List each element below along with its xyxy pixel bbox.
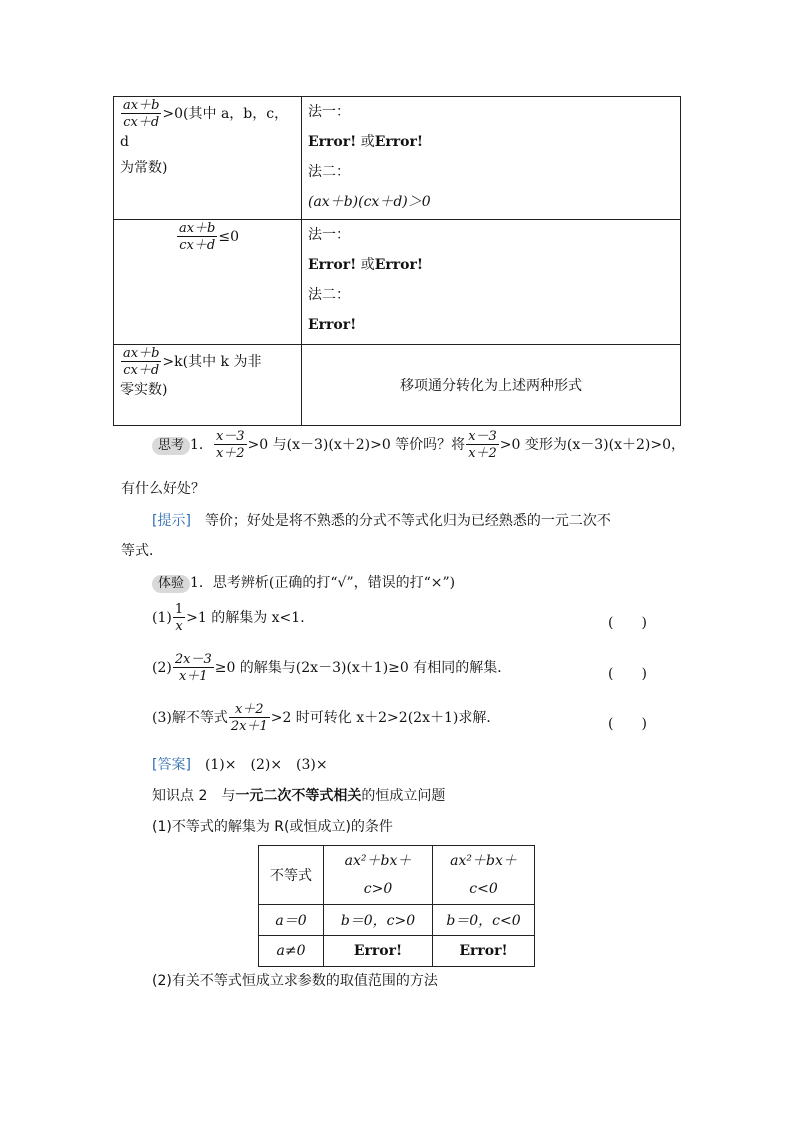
method-cell xyxy=(302,220,681,345)
fraction xyxy=(229,703,270,733)
method-text: 移项通分转化为上述两种形式 xyxy=(400,378,582,394)
exercise-item-1 xyxy=(152,603,314,633)
sub-heading-1: (1)不等式的解集为 R(或恒成立)的条件 xyxy=(152,819,393,835)
item-number: (1) xyxy=(152,610,172,626)
item-text: ≥0 的解集与(2x－3)(x＋1)≥0 有相同的解集． xyxy=(214,660,512,676)
kp-title-pre: 知识点 2 与 xyxy=(152,788,236,804)
fraction-denominator: x xyxy=(175,619,183,634)
header-text: ax²＋bx＋ xyxy=(450,853,517,869)
fraction xyxy=(466,430,499,460)
kp-title-bold: 一元二次不等式相关 xyxy=(235,788,362,804)
fraction xyxy=(177,222,217,252)
fraction xyxy=(214,430,247,460)
experience-title xyxy=(152,572,455,593)
fraction-denominator: 2x＋1 xyxy=(230,719,268,734)
exercise-item-3 xyxy=(152,703,500,733)
table-cell: a＝0 xyxy=(259,905,324,936)
answer-tag: [答案] xyxy=(152,757,191,773)
method-one-label: 法一： xyxy=(308,104,350,120)
fraction-numerator: x－3 xyxy=(215,429,245,444)
fraction-numerator: x＋2 xyxy=(229,703,270,718)
think-tag: 思考 xyxy=(152,437,190,455)
answer-blank[interactable]: ( ) xyxy=(608,615,647,631)
table-cell xyxy=(433,936,535,967)
item-text: >1 的解集为 x<1． xyxy=(186,610,315,626)
method-two-label: 法二： xyxy=(308,287,350,303)
answer-blank[interactable]: ( ) xyxy=(608,666,647,682)
inequality-condition: >k(其中 k 为非 xyxy=(162,354,262,370)
fraction-denominator: cx＋d xyxy=(123,363,160,378)
table-cell: b＝0，c<0 xyxy=(433,905,535,936)
method-one-content xyxy=(308,250,674,280)
header-text: c<0 xyxy=(469,881,498,897)
fraction xyxy=(121,347,161,377)
error-text: Error! xyxy=(374,134,424,150)
method-cell xyxy=(302,97,681,220)
method-cell xyxy=(302,345,681,426)
item-number: (2) xyxy=(152,660,172,676)
exercise-item-2 xyxy=(152,653,511,683)
fraction-denominator: x＋2 xyxy=(215,446,245,461)
inequality-condition: ≤0 xyxy=(218,229,240,245)
error-text: Error! xyxy=(308,134,357,150)
answer-text: (1)× (2)× (3)× xyxy=(204,757,328,773)
fraction-numerator: 2x－3 xyxy=(174,652,212,667)
fraction-denominator: x＋1 xyxy=(178,669,208,684)
question-text: >0 变形为(x－3)(x＋2)>0， xyxy=(499,437,685,453)
method-two-content xyxy=(308,310,674,340)
method-one-content xyxy=(308,127,674,157)
table-row xyxy=(259,905,535,936)
header-text: ax²＋bx＋ xyxy=(344,853,412,869)
question-number: 1． xyxy=(190,437,213,453)
answer-line xyxy=(152,754,328,774)
error-text: Error! xyxy=(308,317,357,333)
inequality-cell xyxy=(114,97,302,220)
inequality-cell xyxy=(114,220,302,345)
header-cell: 不等式 xyxy=(259,846,324,905)
hint-line xyxy=(152,510,611,530)
sub-heading-2: (2)有关不等式恒成立求参数的取值范围的方法 xyxy=(152,973,438,989)
kp-title-post: 的恒成立问题 xyxy=(361,788,446,804)
table-row xyxy=(259,846,535,905)
hint-text-cont: 等式． xyxy=(121,543,163,559)
error-text: Error! xyxy=(308,257,357,273)
table-cell: a≠0 xyxy=(259,936,324,967)
question-text-cont: 有什么好处？ xyxy=(121,481,205,497)
fraction-denominator: cx＋d xyxy=(123,115,160,130)
table-cell: b＝0，c>0 xyxy=(324,905,433,936)
answer-blank[interactable]: ( ) xyxy=(608,716,647,732)
table-row xyxy=(114,97,681,220)
fraction xyxy=(121,99,161,129)
method-two-content: (ax＋b)(cx＋d)＞0 xyxy=(308,194,431,210)
error-text: Error! xyxy=(459,943,508,959)
item-number: (3)解不等式 xyxy=(152,710,228,726)
fraction-numerator: ax＋b xyxy=(123,346,160,361)
fraction-denominator: x＋2 xyxy=(468,446,497,461)
item-text: >2 时可转化 x＋2>2(2x＋1)求解． xyxy=(270,710,501,726)
or-text: 或 xyxy=(356,257,375,273)
experience-title-text: 1．思考辨析(正确的打“√”，错误的打“×”) xyxy=(190,575,456,591)
inequality-condition-cont: 零实数) xyxy=(120,382,168,398)
experience-tag: 体验 xyxy=(152,575,190,593)
inequality-condition: >0(其中 a，b，c，d xyxy=(120,106,289,150)
table-row xyxy=(259,936,535,967)
hint-text: 等价；好处是将不熟悉的分式不等式化归为已经熟悉的一元二次不 xyxy=(204,513,611,529)
method-two-label: 法二： xyxy=(308,164,350,180)
error-text: Error! xyxy=(353,943,403,959)
hint-tag: [提示] xyxy=(152,513,191,529)
header-text: c>0 xyxy=(363,881,393,897)
inequality-condition-cont: 为常数) xyxy=(120,160,168,176)
think-question xyxy=(152,430,685,460)
conditions-table xyxy=(258,845,535,967)
inequality-cell xyxy=(114,345,302,426)
solution-methods-table xyxy=(113,96,681,426)
header-cell xyxy=(433,846,535,905)
fraction xyxy=(173,653,214,683)
header-cell xyxy=(324,846,433,905)
knowledge-point-title xyxy=(152,785,445,805)
error-text: Error! xyxy=(374,257,424,273)
table-cell xyxy=(324,936,433,967)
fraction-numerator: x－3 xyxy=(468,429,497,444)
fraction-numerator: 1 xyxy=(174,602,184,617)
or-text: 或 xyxy=(356,134,375,150)
fraction-denominator: cx＋d xyxy=(179,238,216,253)
table-row xyxy=(114,220,681,345)
fraction-numerator: ax＋b xyxy=(178,221,216,236)
table-row xyxy=(114,345,681,426)
method-one-label: 法一： xyxy=(308,227,350,243)
fraction xyxy=(173,603,185,633)
question-text: >0 与(x－3)(x＋2)>0 等价吗？将 xyxy=(247,437,466,453)
fraction-numerator: ax＋b xyxy=(123,98,160,113)
